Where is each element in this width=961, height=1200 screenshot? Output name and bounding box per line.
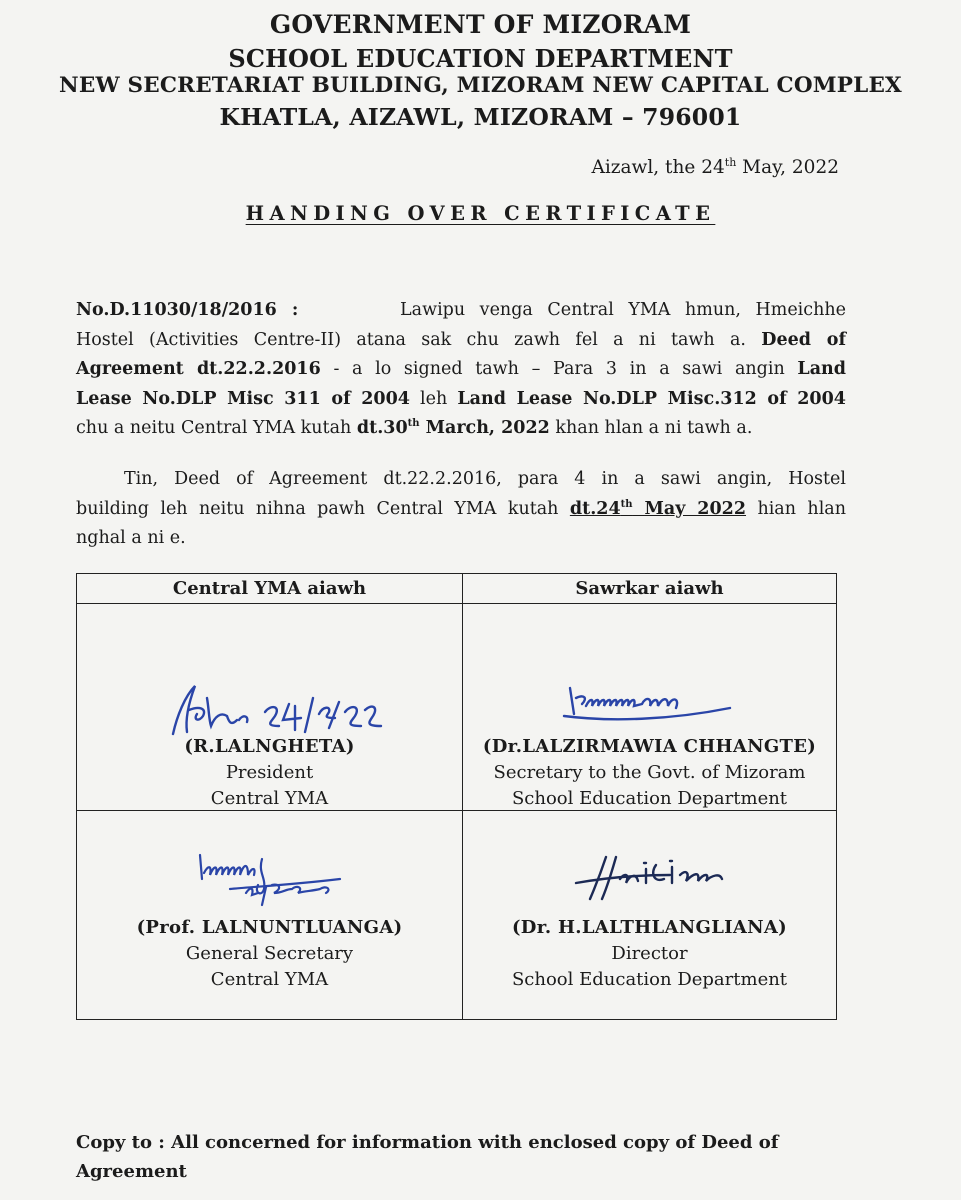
signature-cell [463, 811, 837, 1020]
signatory-name: (Dr. H.LALTHLANGLIANA) [511, 917, 787, 938]
copy-to-line1: Copy to : All concerned for information with enclosed copy of Deed of [76, 1132, 779, 1153]
signatory-name: (Prof. LALNUNTLUANGA) [136, 917, 403, 938]
signatory-org: School Education Department [511, 788, 788, 809]
handwritten-signature-president [155, 676, 385, 742]
reference-number: No.D.11030/18/2016 : [76, 300, 299, 320]
signatory-role: Secretary to the Govt. of Mizoram [493, 762, 806, 783]
signatory-org: Central YMA [210, 969, 329, 990]
certificate-title: HANDING OVER CERTIFICATE [245, 202, 716, 225]
signature-cell [463, 604, 837, 811]
header-address: KHATLA, AIZAWL, MIZORAM – 796001 [219, 103, 742, 131]
table-row [77, 811, 837, 1020]
para2-line3: nghal a ni e. [76, 528, 186, 548]
copy-to-line2: Agreement [76, 1161, 187, 1182]
document-date: Aizawl, the 24th May, 2022 [591, 155, 839, 178]
handwritten-signature-general-secretary [170, 849, 370, 915]
signatory-role: Director [611, 943, 688, 964]
para1-line5: chu a neitu Central YMA kutah dt.30th March, 2022 khan hlan a ni tawh a. [76, 418, 753, 438]
table-row [77, 604, 837, 811]
table-header-row [77, 574, 837, 604]
paragraph-2 [76, 465, 846, 554]
para1-line2: Hostel (Activities Centre-II) atana sak chu zawh fel a ni tawh a. Deed of [76, 329, 846, 350]
signatory-role: General Secretary [185, 943, 354, 964]
para2-line1: Tin, Deed of Agreement dt.22.2.2016, para 4 in a sawi angin, Hostel [124, 469, 846, 489]
signatory-org: School Education Department [511, 969, 788, 990]
header-building: NEW SECRETARIAT BUILDING, MIZORAM NEW CAPITAL COMPLEX [59, 73, 902, 98]
signatory-name: (Dr.LALZIRMAWIA CHHANGTE) [482, 736, 817, 757]
signature-cell [77, 811, 463, 1020]
signature-cell [77, 604, 463, 811]
signatory-role: President [225, 762, 314, 783]
handwritten-signature-director [550, 849, 750, 915]
header-government: GOVERNMENT OF MIZORAM [269, 10, 692, 39]
paragraph-1 [76, 296, 846, 444]
header-department: SCHOOL EDUCATION DEPARTMENT [228, 44, 733, 73]
col-header-central-yma: Central YMA aiawh [77, 574, 463, 604]
signatory-name: (R.LALNGHETA) [184, 736, 355, 757]
col-header-sawrkar: Sawrkar aiawh [463, 574, 837, 604]
copy-to-note [76, 1128, 876, 1186]
para1-line1: No.D.11030/18/2016 : Lawipu venga Central YMA hmun, Hmeichhe [76, 300, 846, 320]
handwritten-signature-secretary [550, 676, 750, 742]
para1-line4: Lease No.DLP Misc 311 of 2004 leh Land Lease No.DLP Misc.312 of 2004 [76, 388, 846, 409]
signature-table [76, 573, 837, 1020]
signatory-org: Central YMA [210, 788, 329, 809]
para1-line3: Agreement dt.22.2.2016 - a lo signed tawh – Para 3 in a sawi angin Land [76, 359, 846, 379]
para2-line2: building leh neitu nihna pawh Central YMA kutah dt.24th May 2022 hian hlan [76, 498, 846, 519]
